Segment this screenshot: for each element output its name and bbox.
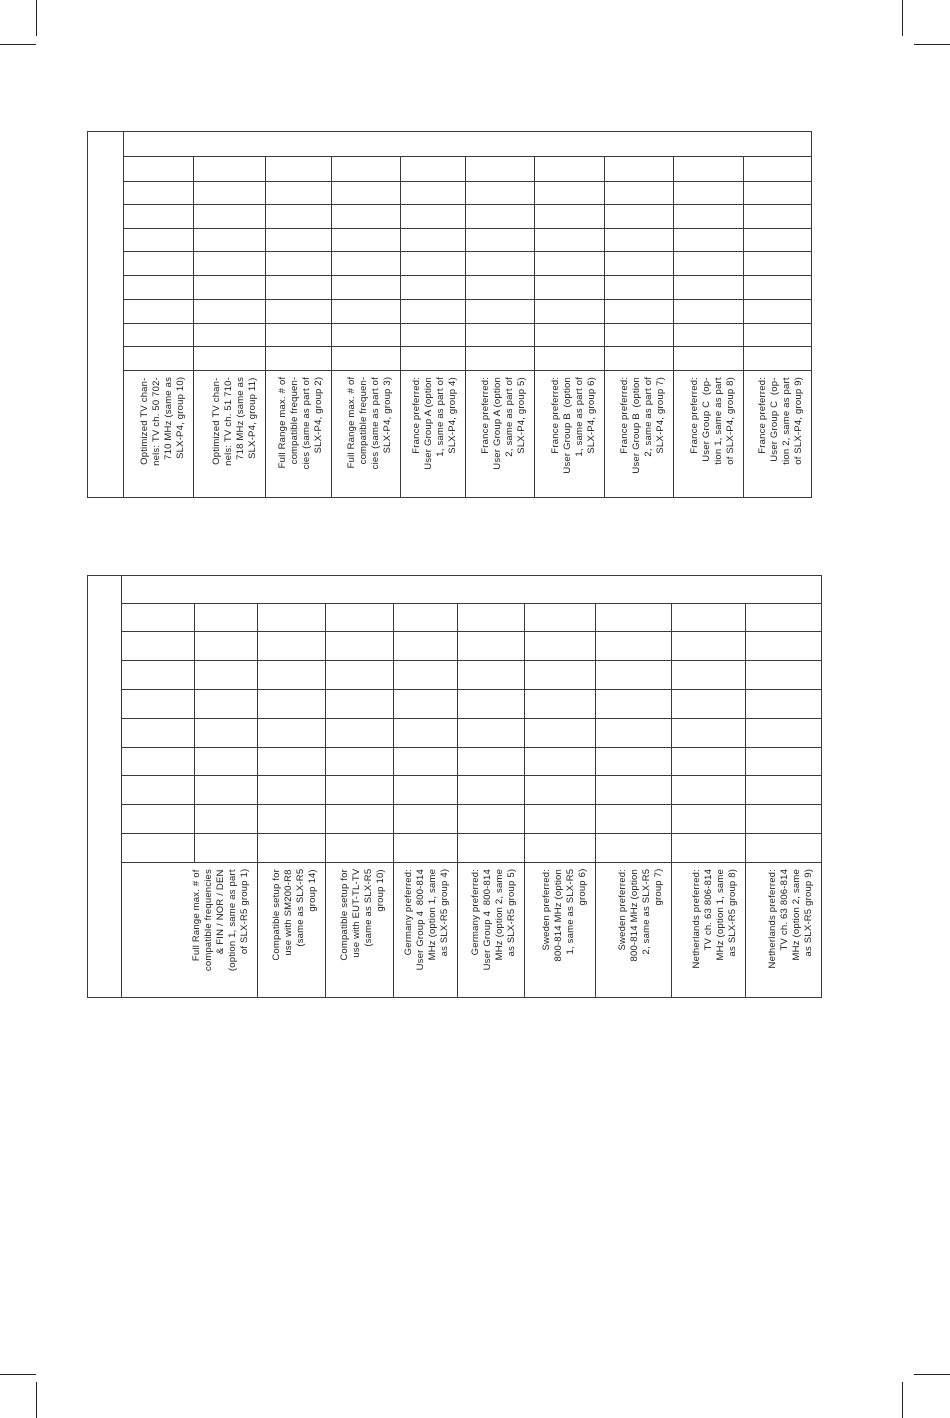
- table-row: [88, 132, 812, 157]
- empty-cell: [124, 229, 194, 252]
- empty-cell: [124, 252, 194, 276]
- empty-cell: [672, 747, 746, 776]
- note-cell: [258, 862, 326, 997]
- group-note: Optimized TV chan- nels: TV ch. 51 710- 718 MHz (same as SLX-P4, group 11): [211, 377, 258, 467]
- empty-cell: [535, 157, 605, 181]
- empty-cell: [266, 299, 332, 323]
- empty-cell: [122, 718, 195, 747]
- empty-cell: [401, 323, 466, 346]
- empty-cell: [195, 603, 258, 632]
- empty-cell: [744, 252, 812, 276]
- frequency-table-1: [87, 131, 812, 498]
- note-cell: [458, 862, 525, 997]
- table-row: [88, 661, 822, 690]
- empty-cell: [266, 276, 332, 299]
- empty-cell: [122, 747, 195, 776]
- empty-cell: [194, 276, 266, 299]
- empty-cell: [458, 632, 525, 661]
- empty-cell: [332, 204, 401, 228]
- empty-cell: [744, 323, 812, 346]
- header-cell: [124, 132, 812, 157]
- empty-cell: [596, 632, 672, 661]
- empty-cell: [525, 747, 596, 776]
- group-note: Compatible setup for use with EUT-TL-TV (same as SLX-R5 group 10): [339, 868, 386, 961]
- crop-mark: [0, 1374, 36, 1375]
- empty-cell: [194, 323, 266, 346]
- empty-cell: [535, 276, 605, 299]
- empty-cell: [466, 323, 535, 346]
- group-note: France preferred: User Group C (op- tion 1, same as part of SLX-P4, group 8): [689, 377, 736, 466]
- empty-cell: [746, 632, 822, 661]
- empty-cell: [326, 661, 394, 690]
- empty-cell: [674, 347, 744, 371]
- empty-cell: [195, 833, 258, 862]
- empty-cell: [401, 204, 466, 228]
- empty-cell: [122, 603, 195, 632]
- group-note: Full Range max. # of compatible frequencies & FIN / NOR / DEN (option 1, same as part of SLX-R5 group 1): [191, 868, 250, 971]
- empty-cell: [401, 299, 466, 323]
- note-cell: [746, 862, 822, 997]
- empty-cell: [466, 252, 535, 276]
- empty-cell: [326, 833, 394, 862]
- empty-cell: [332, 157, 401, 181]
- empty-cell: [401, 229, 466, 252]
- crop-mark: [914, 44, 950, 45]
- empty-cell: [124, 276, 194, 299]
- group-note: Netherlands preferred: TV ch. 63 806-814 MHz (option 2, same as SLX-R5 group 9): [767, 868, 815, 969]
- empty-cell: [326, 718, 394, 747]
- empty-cell: [596, 747, 672, 776]
- empty-cell: [746, 805, 822, 834]
- empty-cell: [535, 229, 605, 252]
- empty-cell: [326, 603, 394, 632]
- empty-cell: [605, 299, 674, 323]
- empty-cell: [258, 632, 326, 661]
- table-row: [88, 747, 822, 776]
- empty-cell: [401, 276, 466, 299]
- table-row: [88, 323, 812, 346]
- empty-cell: [258, 661, 326, 690]
- empty-cell: [744, 299, 812, 323]
- note-cell: [596, 862, 672, 997]
- empty-cell: [194, 181, 266, 204]
- empty-cell: [124, 323, 194, 346]
- empty-cell: [124, 181, 194, 204]
- empty-cell: [605, 204, 674, 228]
- empty-cell: [744, 157, 812, 181]
- empty-cell: [122, 632, 195, 661]
- empty-cell: [744, 204, 812, 228]
- table-row: [88, 204, 812, 228]
- note-cell: [394, 862, 458, 997]
- frequency-table-2: [87, 575, 822, 998]
- group-note: Sweden preferred: 800-814 MHz (option 1, same as SLX-R5 group 6): [541, 868, 588, 962]
- empty-cell: [332, 276, 401, 299]
- crop-mark: [902, 1382, 903, 1418]
- empty-cell: [746, 718, 822, 747]
- group-note: France preferred: User Group C (op- tion 2, same as part of SLX-P4, group 9): [757, 377, 805, 466]
- empty-cell: [672, 776, 746, 805]
- empty-cell: [535, 347, 605, 371]
- crop-mark: [36, 1382, 37, 1418]
- empty-cell: [394, 747, 458, 776]
- note-cell: [332, 371, 401, 498]
- empty-cell: [525, 833, 596, 862]
- note-cell: [674, 371, 744, 498]
- table-row: [88, 276, 812, 299]
- empty-cell: [458, 833, 525, 862]
- empty-cell: [535, 323, 605, 346]
- group-note: France preferred: User Group A (option 1, same as part of SLX-P4, group 4): [411, 377, 458, 471]
- empty-cell: [258, 747, 326, 776]
- empty-cell: [605, 181, 674, 204]
- empty-cell: [674, 252, 744, 276]
- empty-cell: [744, 229, 812, 252]
- table-row: [88, 181, 812, 204]
- table-row: [88, 603, 822, 632]
- group-note: Full Range max. # of compatible frequen- cies (same as part of SLX-P4, group 3): [346, 377, 393, 470]
- empty-cell: [596, 833, 672, 862]
- empty-cell: [744, 181, 812, 204]
- empty-cell: [124, 299, 194, 323]
- empty-cell: [746, 776, 822, 805]
- empty-cell: [326, 747, 394, 776]
- note-cell: [124, 371, 194, 498]
- table-row: [88, 157, 812, 181]
- table-row: [88, 690, 822, 719]
- empty-cell: [332, 299, 401, 323]
- table-row: [88, 347, 812, 371]
- empty-cell: [394, 603, 458, 632]
- empty-cell: [596, 805, 672, 834]
- empty-cell: [458, 603, 525, 632]
- empty-cell: [124, 204, 194, 228]
- empty-cell: [672, 805, 746, 834]
- empty-cell: [258, 690, 326, 719]
- empty-cell: [674, 204, 744, 228]
- empty-cell: [194, 157, 266, 181]
- empty-cell: [535, 299, 605, 323]
- empty-cell: [394, 690, 458, 719]
- empty-cell: [394, 718, 458, 747]
- empty-cell: [122, 776, 195, 805]
- empty-cell: [672, 690, 746, 719]
- empty-cell: [266, 157, 332, 181]
- empty-cell: [332, 347, 401, 371]
- empty-cell: [195, 690, 258, 719]
- empty-cell: [195, 776, 258, 805]
- empty-cell: [195, 632, 258, 661]
- empty-cell: [394, 632, 458, 661]
- empty-cell: [122, 661, 195, 690]
- empty-cell: [605, 252, 674, 276]
- empty-cell: [124, 157, 194, 181]
- group-note: Sweden preferred: 800-814 MHz (option 2, same as SLX-R5 group 7): [617, 868, 664, 962]
- empty-cell: [266, 323, 332, 346]
- empty-cell: [326, 805, 394, 834]
- empty-cell: [746, 747, 822, 776]
- empty-cell: [266, 347, 332, 371]
- empty-cell: [466, 181, 535, 204]
- group-note: France preferred: User Group A (option 2, same as part of SLX-P4, group 5): [480, 377, 527, 471]
- empty-cell: [394, 661, 458, 690]
- empty-cell: [401, 157, 466, 181]
- empty-cell: [401, 252, 466, 276]
- empty-cell: [466, 299, 535, 323]
- empty-cell: [605, 229, 674, 252]
- empty-cell: [466, 347, 535, 371]
- empty-cell: [194, 347, 266, 371]
- group-note: Compatible setup for use with SM200-R8 (same as SLX-R5 group 14): [271, 868, 318, 961]
- empty-cell: [266, 181, 332, 204]
- empty-cell: [525, 805, 596, 834]
- empty-cell: [674, 229, 744, 252]
- empty-cell: [605, 323, 674, 346]
- empty-cell: [596, 776, 672, 805]
- empty-cell: [466, 157, 535, 181]
- empty-cell: [744, 276, 812, 299]
- empty-cell: [746, 661, 822, 690]
- table-row: [88, 252, 812, 276]
- note-cell: [122, 862, 258, 997]
- group-note: Germany preferred: User Group 4 800-814 MHz (option 1, same as SLX-R5 group 4): [403, 868, 450, 970]
- empty-cell: [258, 603, 326, 632]
- table-row: [88, 299, 812, 323]
- crop-mark: [0, 44, 36, 45]
- empty-cell: [605, 276, 674, 299]
- empty-cell: [596, 690, 672, 719]
- empty-cell: [525, 776, 596, 805]
- empty-cell: [458, 718, 525, 747]
- empty-cell: [535, 252, 605, 276]
- header-cell: [122, 576, 822, 604]
- empty-cell: [124, 347, 194, 371]
- empty-cell: [744, 347, 812, 371]
- note-cell: [605, 371, 674, 498]
- empty-cell: [258, 718, 326, 747]
- empty-cell: [194, 252, 266, 276]
- empty-cell: [332, 252, 401, 276]
- empty-cell: [394, 833, 458, 862]
- empty-cell: [258, 776, 326, 805]
- table-row: [88, 229, 812, 252]
- group-note: Full Range max. # of compatible frequen- cies (same as part of SLX-P4, group 2): [277, 377, 324, 470]
- empty-cell: [332, 229, 401, 252]
- empty-cell: [525, 632, 596, 661]
- empty-cell: [605, 157, 674, 181]
- notes-row: [88, 371, 812, 498]
- row-header-cell: [88, 576, 122, 998]
- empty-cell: [401, 181, 466, 204]
- empty-cell: [332, 181, 401, 204]
- empty-cell: [674, 299, 744, 323]
- empty-cell: [326, 690, 394, 719]
- empty-cell: [195, 805, 258, 834]
- empty-cell: [674, 157, 744, 181]
- group-note: France preferred: User Group B (option 2, same as part of SLX-P4, group 7): [619, 377, 666, 474]
- empty-cell: [466, 276, 535, 299]
- empty-cell: [672, 603, 746, 632]
- empty-cell: [266, 229, 332, 252]
- group-note: France preferred: User Group B (option 1, same as part of SLX-P4, group 6): [550, 377, 597, 474]
- note-cell: [466, 371, 535, 498]
- empty-cell: [605, 347, 674, 371]
- empty-cell: [458, 661, 525, 690]
- empty-cell: [746, 603, 822, 632]
- empty-cell: [326, 776, 394, 805]
- table-row: [88, 833, 822, 862]
- empty-cell: [458, 776, 525, 805]
- empty-cell: [672, 632, 746, 661]
- empty-cell: [525, 603, 596, 632]
- empty-cell: [394, 805, 458, 834]
- empty-cell: [458, 805, 525, 834]
- empty-cell: [596, 661, 672, 690]
- empty-cell: [674, 276, 744, 299]
- group-note: Germany preferred: User Group 4 800-814 MHz (option 2, same as SLX-R5 group 5): [470, 868, 517, 970]
- note-cell: [401, 371, 466, 498]
- row-header-cell: [88, 132, 124, 498]
- note-cell: [672, 862, 746, 997]
- note-cell: [194, 371, 266, 498]
- empty-cell: [525, 661, 596, 690]
- empty-cell: [122, 805, 195, 834]
- empty-cell: [535, 181, 605, 204]
- note-cell: [744, 371, 812, 498]
- empty-cell: [258, 833, 326, 862]
- empty-cell: [746, 690, 822, 719]
- empty-cell: [266, 252, 332, 276]
- empty-cell: [458, 690, 525, 719]
- empty-cell: [466, 204, 535, 228]
- empty-cell: [596, 718, 672, 747]
- table-row: [88, 776, 822, 805]
- empty-cell: [266, 204, 332, 228]
- empty-cell: [525, 718, 596, 747]
- empty-cell: [394, 776, 458, 805]
- table-row: [88, 632, 822, 661]
- empty-cell: [672, 833, 746, 862]
- notes-row: [88, 862, 822, 997]
- crop-mark: [914, 1374, 950, 1375]
- table-row: [88, 805, 822, 834]
- empty-cell: [326, 632, 394, 661]
- empty-cell: [195, 661, 258, 690]
- empty-cell: [674, 323, 744, 346]
- empty-cell: [195, 718, 258, 747]
- empty-cell: [458, 747, 525, 776]
- empty-cell: [525, 690, 596, 719]
- table-row: [88, 718, 822, 747]
- empty-cell: [674, 181, 744, 204]
- table-row: [88, 576, 822, 604]
- note-cell: [525, 862, 596, 997]
- empty-cell: [596, 603, 672, 632]
- empty-cell: [332, 323, 401, 346]
- group-note: Optimized TV chan- nels: TV ch. 50 702- 710 MHz (same as SLX-P4, group 10): [139, 377, 186, 467]
- empty-cell: [466, 229, 535, 252]
- empty-cell: [194, 204, 266, 228]
- empty-cell: [672, 661, 746, 690]
- note-cell: [266, 371, 332, 498]
- empty-cell: [672, 718, 746, 747]
- group-note: Netherlands preferred: TV ch. 63 806-814 MHz (option 1, same as SLX-R5 group 8): [691, 868, 738, 969]
- note-cell: [535, 371, 605, 498]
- empty-cell: [122, 833, 195, 862]
- empty-cell: [195, 747, 258, 776]
- note-cell: [326, 862, 394, 997]
- empty-cell: [401, 347, 466, 371]
- empty-cell: [194, 299, 266, 323]
- empty-cell: [122, 690, 195, 719]
- empty-cell: [535, 204, 605, 228]
- empty-cell: [746, 833, 822, 862]
- empty-cell: [194, 229, 266, 252]
- crop-mark: [902, 0, 903, 36]
- crop-mark: [36, 0, 37, 36]
- empty-cell: [258, 805, 326, 834]
